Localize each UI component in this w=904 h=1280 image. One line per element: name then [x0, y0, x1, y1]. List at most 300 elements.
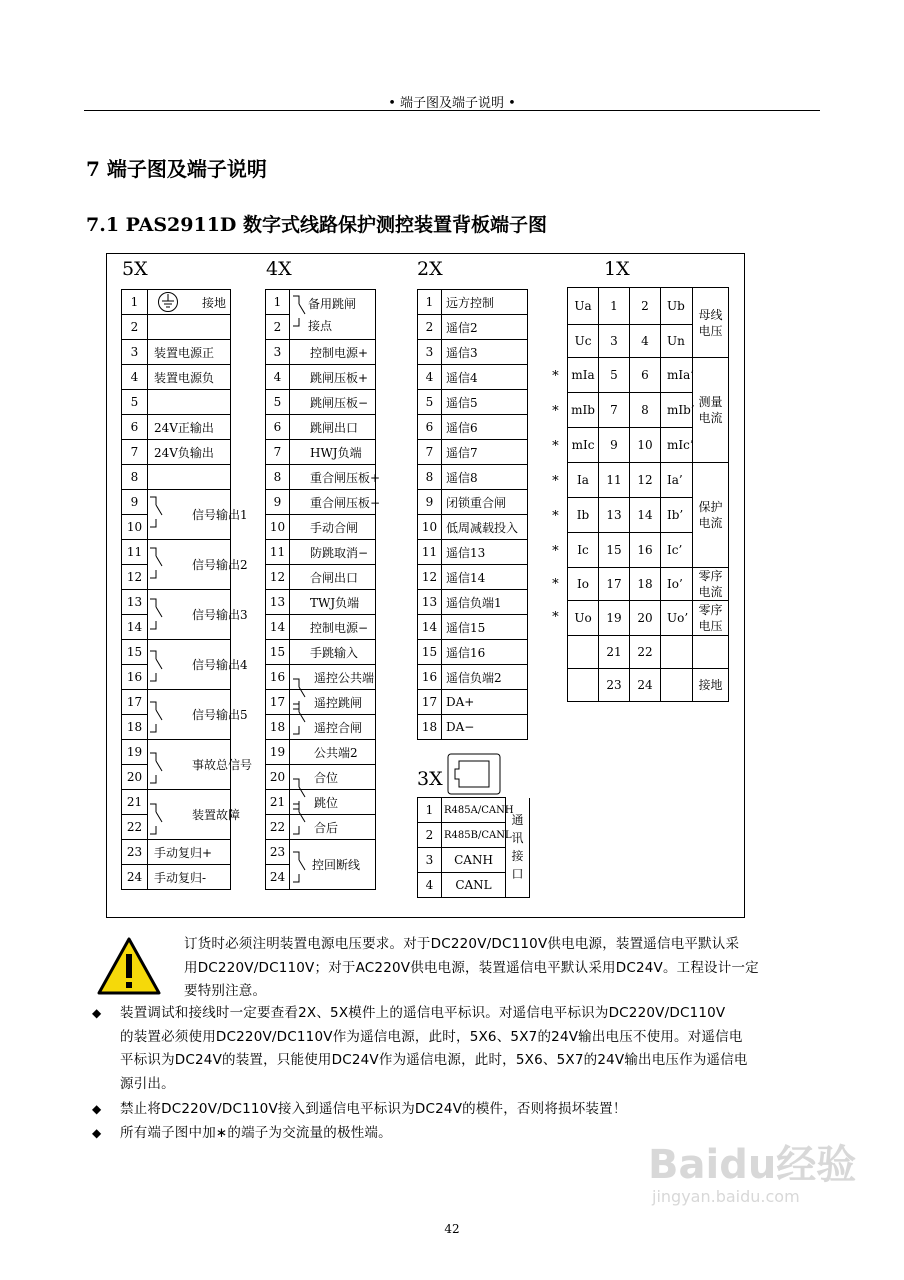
terminal-label: 遥控公共端 — [290, 665, 376, 690]
terminal-row — [568, 601, 729, 636]
terminal-number: 4 — [418, 365, 442, 390]
terminal-row — [122, 415, 231, 440]
terminal-label: 遥信负端2 — [442, 665, 528, 690]
terminal-label: CANH — [442, 848, 506, 873]
watermark-url: jingyan.baidu.com — [652, 1187, 800, 1206]
bullet-marker: ◆ — [92, 1102, 102, 1116]
terminal-number: 19 — [266, 740, 290, 765]
terminal-number: 16 — [630, 533, 661, 568]
terminal-signal: Io — [568, 568, 599, 601]
terminal-number: 4 — [122, 365, 148, 390]
terminal-row — [266, 440, 376, 465]
terminal-signal: mIa — [568, 358, 599, 393]
terminal-number: 11 — [266, 540, 290, 565]
note-line: 的装置必须使用DC220V/DC110V作为遥信电源，此时，5X6、5X7的24V输出电压不使用。对遥信电 — [120, 1028, 743, 1045]
terminal-number: 2 — [122, 315, 148, 340]
terminal-label: 控制电源− — [290, 615, 376, 640]
terminal-signal: Uc — [568, 325, 599, 358]
terminal-row — [568, 463, 729, 498]
terminal-row — [266, 565, 376, 590]
terminal-row — [418, 415, 528, 440]
note-2: 禁止将DC220V/DC110V接入到遥信电平标识为DC24V的模件，否则将损坏装置！ — [120, 1101, 627, 1117]
relay-contact-icon — [148, 544, 164, 584]
ground-icon — [156, 291, 180, 313]
terminal-number: 7 — [122, 440, 148, 465]
terminal-number: 13 — [418, 590, 442, 615]
terminal-number: 22 — [266, 815, 290, 840]
terminal-row — [266, 690, 376, 715]
terminal-row — [418, 665, 528, 690]
terminal-row — [418, 490, 528, 515]
terminal-row — [266, 840, 376, 865]
warning-line: 要特别注意。 — [184, 983, 267, 999]
terminal-number: 21 — [266, 790, 290, 815]
polarity-star: ∗ — [551, 541, 560, 556]
terminal-block-2x — [417, 289, 528, 740]
terminal-number: 13 — [599, 498, 630, 533]
terminal-signal — [661, 636, 693, 669]
terminal-number: 4 — [630, 325, 661, 358]
terminal-number: 14 — [122, 615, 148, 640]
terminal-label: 远方控制 — [442, 290, 528, 315]
terminal-label: 低周减载投入 — [442, 515, 528, 540]
terminal-label: 24V负输出 — [148, 440, 231, 465]
terminal-row — [568, 358, 729, 393]
terminal-row — [418, 565, 528, 590]
terminal-row — [418, 640, 528, 665]
watermark — [648, 1143, 856, 1206]
terminal-label: 重合闸压板− — [290, 490, 376, 515]
polarity-star: ∗ — [551, 401, 560, 416]
terminal-number: 10 — [266, 515, 290, 540]
terminal-signal: mIb — [568, 393, 599, 428]
terminal-label: HWJ负端 — [290, 440, 376, 465]
relay-contact-icon — [291, 848, 307, 888]
terminal-label: 防跳取消− — [290, 540, 376, 565]
terminal-label: 遥信13 — [442, 540, 528, 565]
terminal-number: 17 — [599, 568, 630, 601]
terminal-number: 21 — [122, 790, 148, 815]
terminal-number: 3 — [266, 340, 290, 365]
terminal-row — [266, 340, 376, 365]
terminal-row — [418, 615, 528, 640]
connector-icon — [447, 753, 501, 795]
header-rule — [84, 110, 820, 111]
terminal-number: 14 — [630, 498, 661, 533]
terminal-pair-label: 信号输出4 — [148, 640, 231, 690]
group-label-line: 电压 — [698, 619, 723, 633]
terminal-number: 23 — [599, 669, 630, 702]
group-label-line: 电流 — [698, 411, 723, 425]
bullet-marker: ◆ — [92, 1006, 102, 1020]
terminal-number: 7 — [266, 440, 290, 465]
terminal-label — [148, 465, 231, 490]
terminal-label: 手动复归+ — [148, 840, 231, 865]
terminal-row — [568, 288, 729, 325]
terminal-number: 13 — [122, 590, 148, 615]
terminal-pair-label: 信号输出5 — [148, 690, 231, 740]
terminal-row — [266, 515, 376, 540]
terminal-number: 5 — [599, 358, 630, 393]
terminal-row — [266, 640, 376, 665]
terminal-label: 闭锁重合闸 — [442, 490, 528, 515]
terminal-row — [418, 515, 528, 540]
terminal-pair-label: 控回断线 — [290, 840, 376, 890]
terminal-block-4x — [265, 289, 381, 890]
running-header: • 端子图及端子说明 • — [388, 96, 516, 111]
terminal-row — [418, 590, 528, 615]
terminal-number: 8 — [418, 465, 442, 490]
polarity-star: ∗ — [551, 366, 560, 381]
terminal-number: 17 — [122, 690, 148, 715]
terminal-number: 2 — [418, 823, 442, 848]
terminal-number: 17 — [418, 690, 442, 715]
group-label-line: 测量 — [698, 395, 723, 409]
comm-port-char: 讯 — [511, 831, 524, 846]
terminal-group-label — [693, 636, 729, 669]
terminal-number: 8 — [122, 465, 148, 490]
terminal-number: 18 — [122, 715, 148, 740]
relay-contact-icon — [148, 595, 164, 635]
terminal-signal: Ia’ — [661, 463, 693, 498]
terminal-number: 2 — [418, 315, 442, 340]
terminal-row — [418, 715, 528, 740]
terminal-label: 24V正输出 — [148, 415, 231, 440]
terminal-row — [418, 440, 528, 465]
terminal-number: 1 — [418, 798, 442, 823]
terminal-number: 12 — [630, 463, 661, 498]
terminal-number: 15 — [599, 533, 630, 568]
polarity-star: ∗ — [551, 436, 560, 451]
warning-text — [184, 933, 759, 1004]
group-label-line: 接地 — [698, 678, 723, 692]
section-title: 7 端子图及端子说明 — [86, 157, 267, 181]
terminal-label: 遥信负端1 — [442, 590, 528, 615]
terminal-label: R485B/CANL — [442, 823, 506, 848]
terminal-row — [266, 365, 376, 390]
warning-line: 用DC220V/DC110V；对于AC220V供电电源，装置遥信电平默认采用DC24V。工程设计一定 — [184, 959, 759, 976]
terminal-signal: Uo’ — [661, 601, 693, 636]
terminal-signal: Ub — [661, 288, 693, 325]
terminal-row — [266, 815, 376, 840]
terminal-row — [122, 365, 231, 390]
note-line: 装置调试和接线时一定要查看2X、5X模件上的遥信电平标识。对遥信电平标识为DC220V/DC110V — [120, 1005, 726, 1021]
terminal-signal: Ua — [568, 288, 599, 325]
terminal-row — [418, 540, 528, 565]
block-4x-label: 4X — [266, 258, 292, 280]
terminal-row — [418, 390, 528, 415]
terminal-row — [418, 315, 528, 340]
terminal-number: 16 — [122, 665, 148, 690]
terminal-label: 跳闸出口 — [290, 415, 376, 440]
terminal-signal: Ib’ — [661, 498, 693, 533]
terminal-label — [148, 390, 231, 415]
terminal-label: 遥信4 — [442, 365, 528, 390]
terminal-number: 4 — [266, 365, 290, 390]
terminal-number: 5 — [266, 390, 290, 415]
terminal-row — [266, 540, 376, 565]
group-label-line: 电流 — [698, 516, 723, 530]
group-label-line: 零序 — [698, 569, 723, 583]
terminal-number: 20 — [630, 601, 661, 636]
terminal-group-label — [693, 358, 729, 463]
terminal-row — [122, 465, 231, 490]
terminal-signal — [568, 669, 599, 702]
terminal-number: 24 — [630, 669, 661, 702]
terminal-number: 1 — [418, 290, 442, 315]
terminal-number: 14 — [418, 615, 442, 640]
terminal-number: 5 — [418, 390, 442, 415]
relay-contact-icon — [148, 698, 164, 738]
terminal-label: 遥控合闸 — [290, 715, 376, 740]
terminal-label: TWJ负端 — [290, 590, 376, 615]
terminal-label: 遥信8 — [442, 465, 528, 490]
terminal-signal: mIc’ — [661, 428, 693, 463]
terminal-signal: Io’ — [661, 568, 693, 601]
terminal-number: 9 — [266, 490, 290, 515]
note-line: 平标识为DC24V的装置，只能使用DC24V作为遥信电源，此时，5X6、5X7的24V输出电压作为遥信电 — [120, 1052, 748, 1068]
terminal-label: 遥信3 — [442, 340, 528, 365]
terminal-number: 19 — [122, 740, 148, 765]
terminal-row — [122, 540, 231, 565]
terminal-label: 合闸出口 — [290, 565, 376, 590]
block-2x-label: 2X — [417, 258, 443, 280]
page-number: 42 — [444, 1222, 460, 1236]
terminal-pair-label: 信号输出2 — [148, 540, 231, 590]
warning-line: 订货时必须注明装置电源电压要求。对于DC220V/DC110V供电电源，装置遥信电平默认采 — [184, 936, 740, 952]
terminal-row — [122, 690, 231, 715]
terminal-number: 1 — [266, 290, 290, 315]
bullet-marker: ◆ — [92, 1126, 102, 1140]
terminal-number: 18 — [266, 715, 290, 740]
terminal-signal: Un — [661, 325, 693, 358]
note-1 — [120, 1002, 748, 1096]
terminal-label: 公共端2 — [290, 740, 376, 765]
terminal-row — [266, 715, 376, 740]
relay-contact-icon — [148, 493, 164, 533]
merged-label-line: 备用跳闸 — [308, 296, 357, 311]
terminal-row — [266, 290, 376, 315]
terminal-number: 10 — [630, 428, 661, 463]
terminal-number: 20 — [122, 765, 148, 790]
terminal-number: 6 — [418, 415, 442, 440]
polarity-star: ∗ — [551, 471, 560, 486]
terminal-label: 遥信2 — [442, 315, 528, 340]
terminal-number: 10 — [418, 515, 442, 540]
terminal-block-1x — [567, 287, 729, 702]
note-line: 源引出。 — [120, 1075, 175, 1092]
terminal-number: 10 — [122, 515, 148, 540]
terminal-number: 6 — [266, 415, 290, 440]
terminal-number: 2 — [266, 315, 290, 340]
terminal-number: 16 — [418, 665, 442, 690]
terminal-label: 控制电源+ — [290, 340, 376, 365]
terminal-signal: Ia — [568, 463, 599, 498]
terminal-number: 18 — [418, 715, 442, 740]
terminal-number: 8 — [266, 465, 290, 490]
terminal-signal: mIb’ — [661, 393, 693, 428]
terminal-label: R485A/CANH — [442, 798, 506, 823]
terminal-label: 装置电源负 — [148, 365, 231, 390]
terminal-label: 重合闸压板+ — [290, 465, 376, 490]
terminal-label: 遥信7 — [442, 440, 528, 465]
terminal-label: CANL — [442, 873, 506, 898]
merged-label-line: 接点 — [308, 318, 333, 333]
terminal-number: 22 — [630, 636, 661, 669]
terminal-signal — [568, 636, 599, 669]
terminal-row — [568, 568, 729, 601]
terminal-label: 遥信14 — [442, 565, 528, 590]
terminal-row — [266, 615, 376, 640]
polarity-star: ∗ — [551, 574, 560, 589]
terminal-number: 13 — [266, 590, 290, 615]
terminal-row — [266, 665, 376, 690]
terminal-number: 24 — [122, 865, 148, 890]
terminal-number: 12 — [418, 565, 442, 590]
terminal-row — [122, 390, 231, 415]
group-label-line: 母线 — [698, 307, 723, 322]
terminal-label: 遥信5 — [442, 390, 528, 415]
terminal-number: 7 — [418, 440, 442, 465]
terminal-number: 15 — [122, 640, 148, 665]
terminal-number: 9 — [122, 490, 148, 515]
note-3: 所有端子图中加∗的端子为交流量的极性端。 — [120, 1125, 392, 1141]
terminal-row — [122, 740, 231, 765]
terminal-signal: Ic — [568, 533, 599, 568]
terminal-number: 20 — [266, 765, 290, 790]
terminal-number: 15 — [266, 640, 290, 665]
terminal-pair-label: 信号输出1 — [148, 490, 231, 540]
terminal-label: 手动复归- — [148, 865, 231, 890]
polarity-star: ∗ — [551, 607, 560, 622]
terminal-number: 19 — [599, 601, 630, 636]
terminal-row — [122, 790, 231, 815]
terminal-number: 23 — [266, 840, 290, 865]
terminal-row — [418, 465, 528, 490]
terminal-row — [266, 390, 376, 415]
block-1x-label: 1X — [604, 258, 630, 280]
relay-contact-icon — [148, 749, 164, 789]
relay-contact-icon — [291, 800, 307, 840]
terminal-row — [418, 798, 530, 823]
terminal-label: 遥信16 — [442, 640, 528, 665]
terminal-row — [122, 440, 231, 465]
terminal-row — [418, 365, 528, 390]
terminal-group-label — [693, 669, 729, 702]
terminal-label: 跳位 — [290, 790, 376, 815]
terminal-label: 遥控跳闸 — [290, 690, 376, 715]
terminal-label: 接地 — [148, 290, 231, 315]
terminal-group-label — [693, 463, 729, 568]
terminal-label — [148, 315, 231, 340]
terminal-signal: Uo — [568, 601, 599, 636]
terminal-label: 跳闸压板+ — [290, 365, 376, 390]
terminal-row — [266, 740, 376, 765]
terminal-row — [122, 490, 231, 515]
terminal-row — [418, 290, 528, 315]
terminal-number: 9 — [599, 428, 630, 463]
terminal-number: 3 — [418, 848, 442, 873]
terminal-row — [568, 636, 729, 669]
terminal-row — [568, 669, 729, 702]
terminal-row — [418, 690, 528, 715]
terminal-number: 4 — [418, 873, 442, 898]
watermark-brand: Baidu经验 — [648, 1142, 857, 1188]
terminal-row — [122, 640, 231, 665]
group-label-line: 保护 — [698, 500, 723, 514]
terminal-label: 合位 — [290, 765, 376, 790]
terminal-label: 遥信15 — [442, 615, 528, 640]
terminal-number: 1 — [599, 288, 630, 325]
terminal-number: 3 — [418, 340, 442, 365]
terminal-label: DA− — [442, 715, 528, 740]
terminal-number: 11 — [122, 540, 148, 565]
terminal-block-3x — [417, 797, 530, 898]
block-3x-label: 3X — [417, 768, 443, 790]
terminal-label: 跳闸压板− — [290, 390, 376, 415]
terminal-number: 12 — [266, 565, 290, 590]
terminal-label: 手跳输入 — [290, 640, 376, 665]
terminal-number: 22 — [122, 815, 148, 840]
terminal-signal: mIc — [568, 428, 599, 463]
terminal-label: 遥信6 — [442, 415, 528, 440]
relay-contact-icon — [148, 800, 164, 840]
relay-contact-icon — [291, 292, 307, 332]
terminal-number: 7 — [599, 393, 630, 428]
comm-port-char: 口 — [511, 867, 524, 882]
terminal-number: 6 — [122, 415, 148, 440]
terminal-row — [266, 765, 376, 790]
polarity-star: ∗ — [551, 506, 560, 521]
terminal-number: 11 — [599, 463, 630, 498]
terminal-number: 3 — [122, 340, 148, 365]
terminal-number: 8 — [630, 393, 661, 428]
terminal-number: 17 — [266, 690, 290, 715]
terminal-number: 1 — [122, 290, 148, 315]
terminal-number: 21 — [599, 636, 630, 669]
terminal-number: 18 — [630, 568, 661, 601]
terminal-number: 16 — [266, 665, 290, 690]
terminal-number: 5 — [122, 390, 148, 415]
terminal-number: 2 — [630, 288, 661, 325]
terminal-row — [122, 590, 231, 615]
terminal-pair-label: 信号输出3 — [148, 590, 231, 640]
terminal-pair-label: 装置故障 — [148, 790, 231, 840]
terminal-number: 24 — [266, 865, 290, 890]
terminal-row — [122, 315, 231, 340]
terminal-row — [266, 590, 376, 615]
group-label-line: 电压 — [698, 323, 723, 338]
terminal-row — [122, 840, 231, 865]
terminal-number: 14 — [266, 615, 290, 640]
relay-contact-icon — [291, 700, 307, 740]
terminal-group-label — [693, 601, 729, 636]
terminal-number: 11 — [418, 540, 442, 565]
block-5x-label: 5X — [122, 258, 148, 280]
subsection-title: 7.1 PAS2911D 数字式线路保护测控装置背板端子图 — [86, 214, 548, 236]
terminal-number: 12 — [122, 565, 148, 590]
terminal-label: 合后 — [290, 815, 376, 840]
terminal-row — [122, 865, 231, 890]
terminal-number: 23 — [122, 840, 148, 865]
warning-icon — [96, 936, 162, 996]
terminal-group-label — [693, 288, 729, 358]
group-label-line: 零序 — [698, 603, 723, 617]
comm-port-char: 接 — [511, 849, 524, 864]
comm-port-char: 通 — [511, 813, 524, 828]
terminal-row — [266, 415, 376, 440]
terminal-row — [266, 465, 376, 490]
